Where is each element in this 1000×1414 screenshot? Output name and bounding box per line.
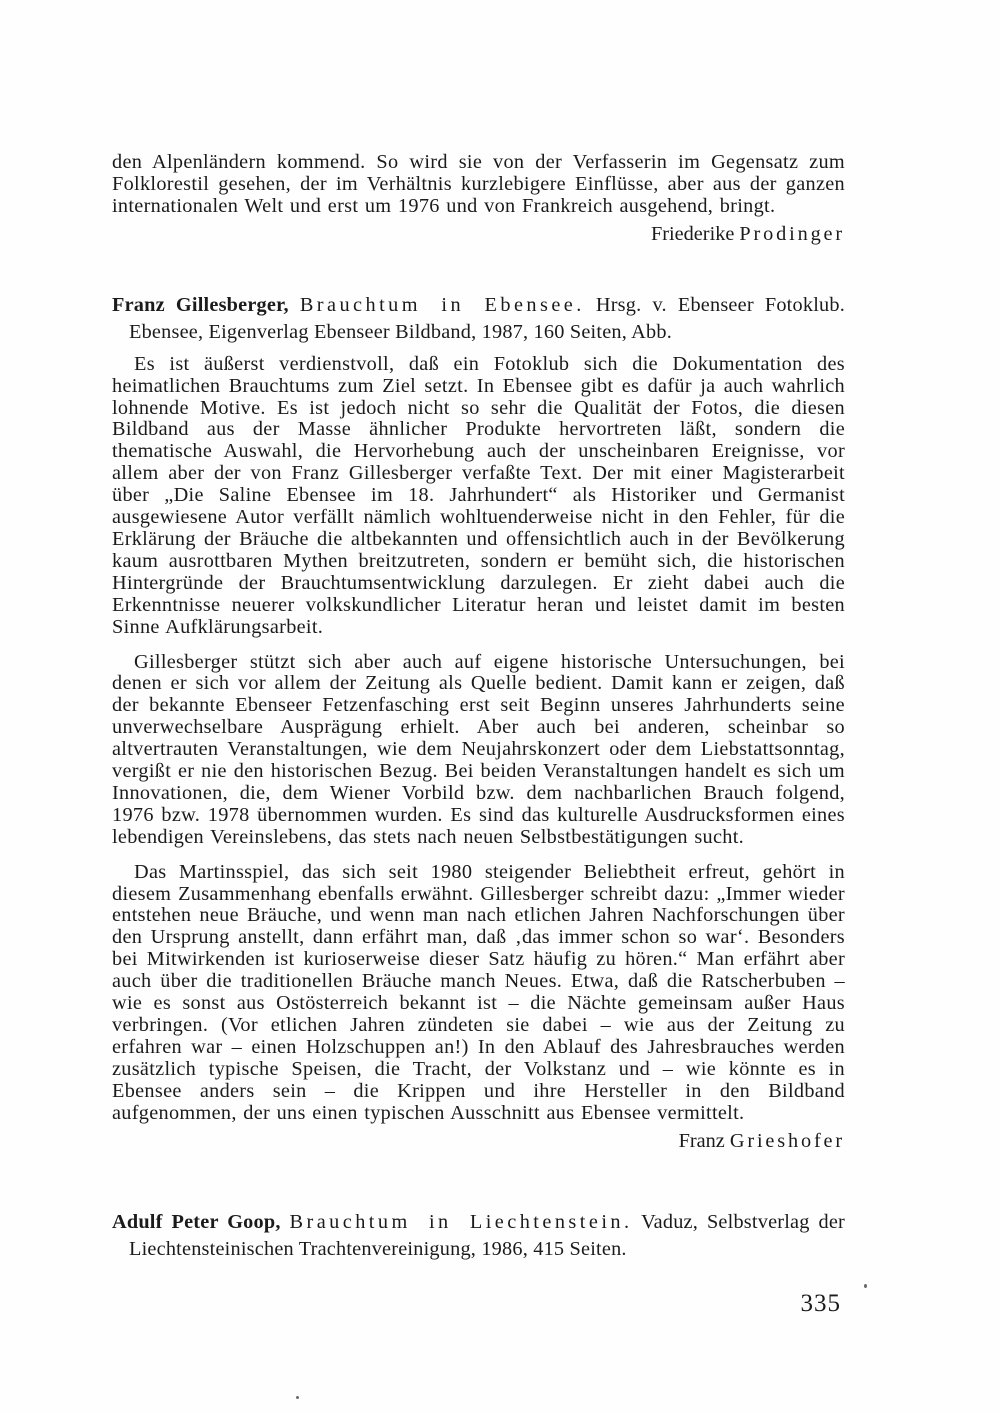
book-author: Adulf Peter Goop,	[112, 1210, 281, 1233]
review-paragraph: Es ist äußerst verdienstvoll, daß ein Fotoklub sich die Dokumentation des heimatlichen Brauchtums zum Ziel setzt. In Ebensee gibt es dafür ja auch wahrlich lohnende Motive. Es ist jedoch nicht so sehr die Qualität der Fotos, die diesen Bildband aus der Masse ähnlicher Produkte hervortreten läßt, sondern die thematische Auswahl, die Hervorhebung auch der unscheinbaren Ereignisse, vor allem aber der von Franz Gillesberger verfaßte Text. Der mit einer Magisterarbeit über „Die Saline Ebensee im 18. Jahrhundert“ als Historiker und Germanist ausgewiesene Autor verfällt nämlich wohltuenderweise nicht in den Fehler, für die Erklärung der Bräuche die altbekannten und offensichtlich auch in der Bevölkerung kaum ausrottbaren Mythen breitzutreten, sondern er bemüht sich, die historischen Hintergründe der Brauchtumsentwicklung darzulegen. Er zieht dabei auch die Erkenntnisse neuerer volkskundlicher Literatur heran und leistet damit im besten Sinne Aufklärungsarbeit.	[112, 352, 845, 638]
book-author: Franz Gillesberger,	[112, 293, 289, 316]
reviewer-signature-prodinger	[112, 222, 845, 246]
carryover-review-text: den Alpenländern kommend. So wird sie von der Verfasserin im Gegensatz zum Folklorestil gesehen, der im Verhältnis kurzlebigere Einflüsse, aber aus der ganzen internationalen Welt und erst um 1976 und von Frankreich ausgehend, bringt.	[112, 151, 845, 217]
review-gillesberger-section	[112, 292, 845, 1153]
reviewer-first-name: Franz	[678, 1129, 725, 1152]
book-title: Brauchtum in Liechtenstein.	[289, 1210, 633, 1233]
bibliographic-heading-goop	[112, 1209, 845, 1263]
book-imprint-part: Hrsg. v. Ebenseer Fotoklub.	[595, 293, 845, 316]
book-imprint: Ebensee, Eigenverlag Ebenseer Bildband, 1987, 160 Seiten, Abb.	[129, 320, 672, 343]
scan-speck	[864, 1284, 867, 1288]
book-imprint-part: Vaduz, Selbstverlag der	[641, 1210, 846, 1233]
book-imprint: Liechtensteinischen Trachtenvereinigung, 1986, 415 Seiten.	[129, 1237, 627, 1260]
reviewer-last-name: Prodinger	[739, 222, 845, 245]
review-goop-section	[112, 1209, 845, 1263]
biblio-line-1	[112, 1209, 845, 1236]
bibliographic-heading-gillesberger	[112, 292, 845, 346]
reviewer-last-name: Grieshofer	[729, 1129, 845, 1152]
review-paragraph: Gillesberger stützt sich aber auch auf eigene historische Untersuchungen, bei denen er sich vor allem der Zeitung als Quelle bedient. Damit kann er zeigen, daß der bekannte Ebenseer Fetzenfasching erst seit Beginn unseres Jahrhunderts seine unverwechselbare Ausprägung erhielt. Aber auch bei anderen, scheinbar so altvertrauten Veranstaltungen, wie dem Neujahrskonzert oder dem Liebstattsonntag, vergißt er nie den historischen Bezug. Bei beiden Veranstaltungen handelt es sich um Innovationen, die, dem Wiener Vorbild bzw. dem nachbarlichen Brauch folgend, 1976 bzw. 1978 übernommen wurden. Es sind das kulturelle Ausdrucksformen eines lebendigen Vereinslebens, das stets nach neuen Selbstbestätigungen sucht.	[112, 650, 845, 848]
book-title: Brauchtum in Ebensee.	[299, 293, 585, 316]
reviewer-first-name: Friederike	[651, 222, 735, 245]
reviewer-signature-grieshofer	[112, 1129, 845, 1153]
biblio-line-1	[112, 292, 845, 319]
scan-speck	[296, 1396, 299, 1399]
review-paragraph: Das Martinsspiel, das sich seit 1980 steigender Beliebtheit erfreut, gehört in diesem Zusammenhang ebenfalls erwähnt. Gillesberger schreibt dazu: „Immer wieder entstehen neue Bräuche, und wenn man nach etlichen Jahren Nachforschungen über den Ursprung anstellt, dann erfährt man, daß ‚das immer schon so war‘. Besonders bei Mitwirkenden ist kurioserweise dieser Satz häufig zu hören.“ Man erfährt aber auch über die traditionellen Bräuche manch Neues. Etwa, daß die Ratscherbuben – wie es sonst aus Ostösterreich bekannt ist – die Nächte gemeinsam außer Haus verbringen. (Vor etlichen Jahren zündeten sie dabei – wie aus der Zeitung zu erfahren war – einen Holzschuppen an!) In den Ablauf des Jahresbrauches werden zusätzlich typische Speisen, die Tracht, der Volkstanz und – wie könnte es in Ebensee anders sein – die Krippen und ihre Hersteller in den Bildband aufgenommen, der uns einen typischen Ausschnitt aus Ebensee vermittelt.	[112, 860, 845, 1124]
carryover-review-section	[112, 152, 845, 246]
page-number: 335	[800, 1289, 841, 1317]
